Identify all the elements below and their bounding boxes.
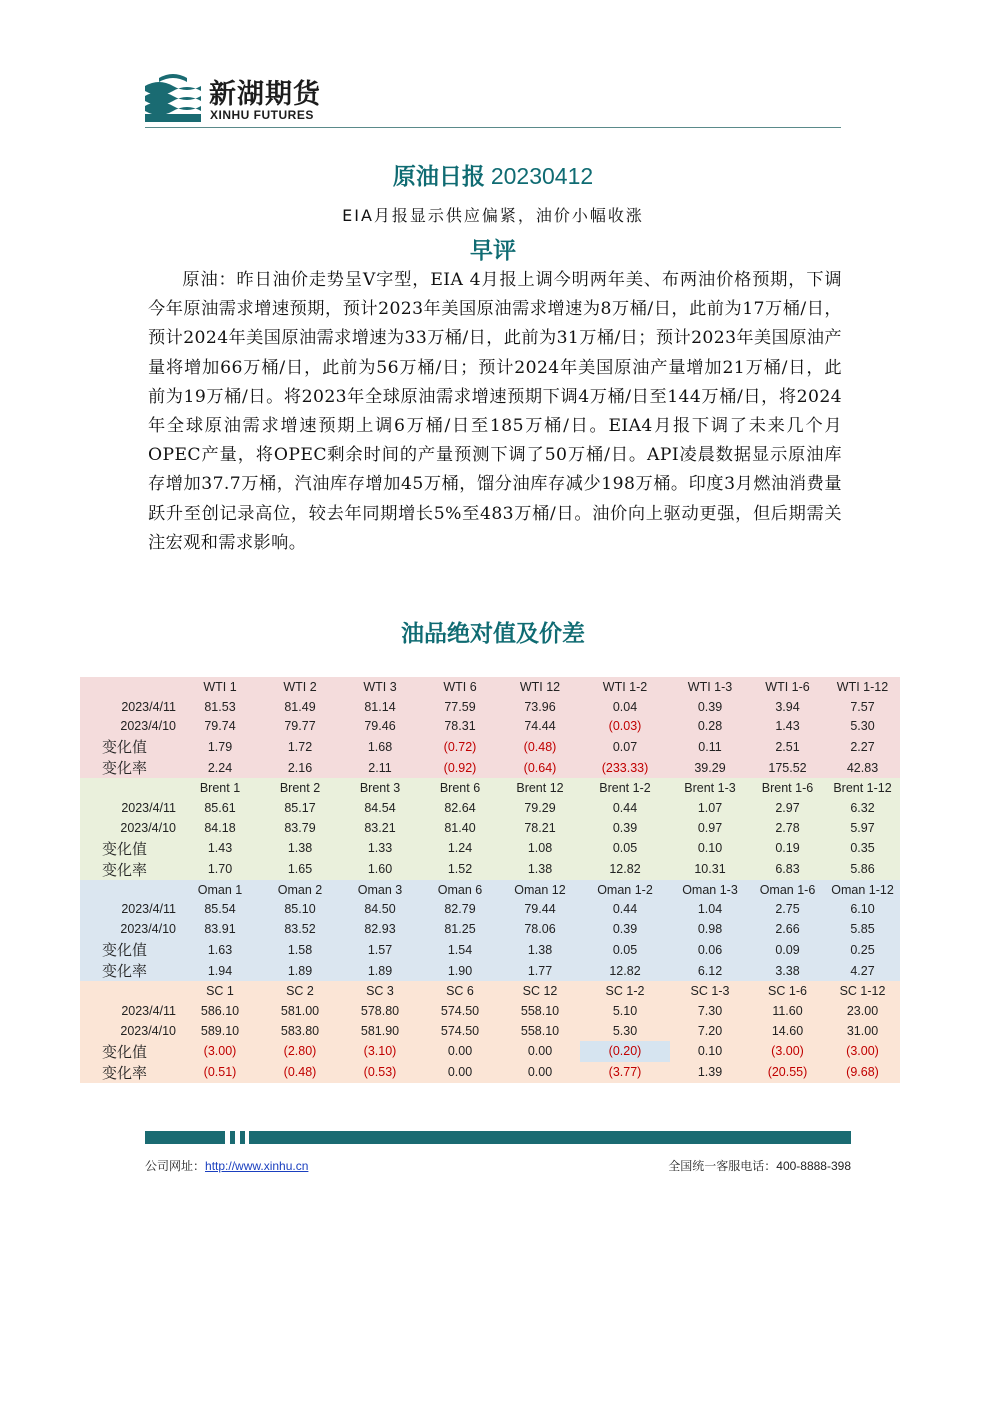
table-header-cell: Oman 1-12 xyxy=(825,880,900,900)
table-row xyxy=(80,1001,900,1021)
table-cell: (3.00) xyxy=(180,1041,260,1062)
table-header-blank xyxy=(80,677,180,697)
table-cell: 0.39 xyxy=(580,818,670,838)
table-header-cell: Oman 1 xyxy=(180,880,260,900)
table-header-cell: SC 1 xyxy=(180,981,260,1001)
table-cell: 0.00 xyxy=(500,1062,580,1083)
table-cell: 1.58 xyxy=(260,939,340,960)
table-row xyxy=(80,818,900,838)
table-cell: (0.48) xyxy=(260,1062,340,1083)
table-cell: 83.52 xyxy=(260,919,340,939)
table-cell: 1.79 xyxy=(180,736,260,757)
table-cell: 81.49 xyxy=(260,697,340,717)
table-header-cell: SC 6 xyxy=(420,981,500,1001)
table-cell: (9.68) xyxy=(825,1062,900,1083)
table-cell: 1.94 xyxy=(180,960,260,981)
table-cell: 85.61 xyxy=(180,798,260,818)
table-cell: 81.14 xyxy=(340,697,420,717)
table-cell: 0.10 xyxy=(670,1041,750,1062)
table-cell: 2.16 xyxy=(260,757,340,778)
table-header-blank xyxy=(80,880,180,900)
table-cell: 1.39 xyxy=(670,1062,750,1083)
table-cell: 1.60 xyxy=(340,859,420,880)
table-cell: 5.10 xyxy=(580,1001,670,1021)
table-cell: 0.28 xyxy=(670,717,750,737)
table-cell: 79.77 xyxy=(260,717,340,737)
report-subtitle: EIA月报显示供应偏紧，油价小幅收涨 xyxy=(342,206,644,225)
table-cell: 1.68 xyxy=(340,736,420,757)
table-row-label: 2023/4/11 xyxy=(80,798,180,818)
logo-text-cn: 新湖期货 xyxy=(209,79,321,110)
report-title-text: 原油日报 xyxy=(392,163,485,190)
table-cell: 39.29 xyxy=(670,757,750,778)
table-cell: 583.80 xyxy=(260,1021,340,1041)
table-row-label: 变化值 xyxy=(80,939,180,960)
table-header-cell: WTI 1-3 xyxy=(670,677,750,697)
table-row xyxy=(80,798,900,818)
table-cell: 81.53 xyxy=(180,697,260,717)
table-header-cell: SC 1-6 xyxy=(750,981,825,1001)
table-row-label: 变化值 xyxy=(80,736,180,757)
table-cell: 0.25 xyxy=(825,939,900,960)
table-header-cell: Brent 6 xyxy=(420,778,500,798)
table-cell: 3.38 xyxy=(750,960,825,981)
footer-phone-label: 全国统一客服电话： xyxy=(668,1159,777,1173)
table-cell: 85.17 xyxy=(260,798,340,818)
logo-text-en: XINHU FUTURES xyxy=(210,108,314,122)
table-cell: 1.38 xyxy=(260,838,340,859)
table-row xyxy=(80,697,900,717)
table-cell: 6.12 xyxy=(670,960,750,981)
table-cell: 558.10 xyxy=(500,1001,580,1021)
table-cell: 1.72 xyxy=(260,736,340,757)
table-header-cell: Oman 12 xyxy=(500,880,580,900)
table-row-label: 变化率 xyxy=(80,757,180,778)
table-cell: (0.53) xyxy=(340,1062,420,1083)
table-cell: 0.10 xyxy=(670,838,750,859)
table-cell: 82.79 xyxy=(420,900,500,920)
footer-bar-segment xyxy=(249,1131,851,1144)
table-header-cell: Oman 2 xyxy=(260,880,340,900)
table-header-blank xyxy=(80,981,180,1001)
table-cell: 589.10 xyxy=(180,1021,260,1041)
table-cell: 77.59 xyxy=(420,697,500,717)
table-header-cell: WTI 1-12 xyxy=(825,677,900,697)
table-cell: (0.03) xyxy=(580,717,670,737)
table-row xyxy=(80,960,900,981)
table-header-cell: WTI 1-2 xyxy=(580,677,670,697)
table-cell: 81.40 xyxy=(420,818,500,838)
table-header-cell: WTI 3 xyxy=(340,677,420,697)
table-row-label: 2023/4/11 xyxy=(80,697,180,717)
table-cell: 1.38 xyxy=(500,939,580,960)
section-heading-price-spreads: 油品绝对值及价差 xyxy=(401,620,585,647)
table-cell: (3.00) xyxy=(825,1041,900,1062)
table-row-label: 变化率 xyxy=(80,859,180,880)
table-row xyxy=(80,838,900,859)
table-header-cell: SC 1-3 xyxy=(670,981,750,1001)
table-cell: 1.54 xyxy=(420,939,500,960)
table-cell: 1.63 xyxy=(180,939,260,960)
table-cell: 0.39 xyxy=(670,697,750,717)
section-heading-morning-review: 早评 xyxy=(470,237,516,264)
table-cell: 2.27 xyxy=(825,736,900,757)
table-row-label: 2023/4/10 xyxy=(80,717,180,737)
table-row-label: 2023/4/10 xyxy=(80,919,180,939)
table-cell: 1.33 xyxy=(340,838,420,859)
table-cell: 83.91 xyxy=(180,919,260,939)
table-header-row xyxy=(80,677,900,697)
table-cell: 1.52 xyxy=(420,859,500,880)
table-row xyxy=(80,1021,900,1041)
table-header-row xyxy=(80,880,900,900)
table-header-cell: SC 2 xyxy=(260,981,340,1001)
table-header-blank xyxy=(80,778,180,798)
table-row xyxy=(80,757,900,778)
table-cell: 10.31 xyxy=(670,859,750,880)
table-cell: 5.85 xyxy=(825,919,900,939)
table-cell: 11.60 xyxy=(750,1001,825,1021)
table-cell: 1.57 xyxy=(340,939,420,960)
table-header-cell: Brent 12 xyxy=(500,778,580,798)
table-cell: (3.10) xyxy=(340,1041,420,1062)
table-cell: 6.83 xyxy=(750,859,825,880)
table-cell: 2.97 xyxy=(750,798,825,818)
table-cell: (3.00) xyxy=(750,1041,825,1062)
table-cell: 0.06 xyxy=(670,939,750,960)
table-row-label: 变化率 xyxy=(80,1062,180,1083)
table-cell: 1.43 xyxy=(750,717,825,737)
table-row-label: 2023/4/10 xyxy=(80,1021,180,1041)
table-cell: 0.00 xyxy=(420,1041,500,1062)
table-cell: 6.10 xyxy=(825,900,900,920)
table-cell: 79.46 xyxy=(340,717,420,737)
table-row xyxy=(80,1041,900,1062)
table-cell: 1.90 xyxy=(420,960,500,981)
footer-bar-segment xyxy=(230,1131,235,1144)
table-cell: 12.82 xyxy=(580,859,670,880)
table-header-cell: Brent 3 xyxy=(340,778,420,798)
table-cell: 2.51 xyxy=(750,736,825,757)
price-spread-table xyxy=(80,677,900,1083)
table-cell: (0.20) xyxy=(580,1041,670,1062)
table-cell: 2.24 xyxy=(180,757,260,778)
table-cell: 84.54 xyxy=(340,798,420,818)
table-cell: 1.07 xyxy=(670,798,750,818)
table-cell: 6.32 xyxy=(825,798,900,818)
table-cell: 82.93 xyxy=(340,919,420,939)
table-cell: 574.50 xyxy=(420,1001,500,1021)
xinhu-logo-icon xyxy=(145,70,201,126)
table-cell: (0.64) xyxy=(500,757,580,778)
table-header-cell: Oman 1-6 xyxy=(750,880,825,900)
table-cell: 0.39 xyxy=(580,919,670,939)
table-cell: (2.80) xyxy=(260,1041,340,1062)
table-header-row xyxy=(80,981,900,1001)
table-cell: 1.89 xyxy=(340,960,420,981)
table-cell: 0.44 xyxy=(580,900,670,920)
table-row xyxy=(80,919,900,939)
table-cell: (3.77) xyxy=(580,1062,670,1083)
table-cell: 7.20 xyxy=(670,1021,750,1041)
table-cell: 5.30 xyxy=(580,1021,670,1041)
table-header-cell: Brent 1-3 xyxy=(670,778,750,798)
footer-website-label: 公司网址： xyxy=(145,1159,206,1173)
table-cell: 7.30 xyxy=(670,1001,750,1021)
table-cell: 574.50 xyxy=(420,1021,500,1041)
footer-bar-segment xyxy=(240,1131,245,1144)
report-date: 20230412 xyxy=(490,163,594,189)
table-cell: (0.92) xyxy=(420,757,500,778)
table-row-label: 2023/4/11 xyxy=(80,900,180,920)
table-header-cell: Brent 1-6 xyxy=(750,778,825,798)
table-cell: 1.24 xyxy=(420,838,500,859)
table-row xyxy=(80,736,900,757)
table-cell: 84.50 xyxy=(340,900,420,920)
table-header-cell: WTI 1 xyxy=(180,677,260,697)
table-cell: 0.35 xyxy=(825,838,900,859)
table-cell: (20.55) xyxy=(750,1062,825,1083)
footer-bar-segment xyxy=(145,1131,225,1144)
table-cell: 0.19 xyxy=(750,838,825,859)
table-cell: 558.10 xyxy=(500,1021,580,1041)
table-cell: 0.00 xyxy=(420,1062,500,1083)
table-cell: 2.11 xyxy=(340,757,420,778)
table-row xyxy=(80,717,900,737)
table-cell: 0.09 xyxy=(750,939,825,960)
table-cell: 1.89 xyxy=(260,960,340,981)
report-title xyxy=(145,158,841,191)
table-header-cell: Brent 1-12 xyxy=(825,778,900,798)
table-header-cell: SC 3 xyxy=(340,981,420,1001)
table-header-cell: SC 1-12 xyxy=(825,981,900,1001)
footer-phone xyxy=(668,1157,851,1174)
table-cell: 83.79 xyxy=(260,818,340,838)
table-cell: 2.78 xyxy=(750,818,825,838)
footer-website xyxy=(145,1157,308,1174)
table-cell: 84.18 xyxy=(180,818,260,838)
table-header-cell: Oman 1-3 xyxy=(670,880,750,900)
table-row-label: 变化率 xyxy=(80,960,180,981)
table-cell: 78.21 xyxy=(500,818,580,838)
header-divider xyxy=(145,127,841,128)
table-row xyxy=(80,859,900,880)
table-cell: 79.74 xyxy=(180,717,260,737)
table-cell: 0.05 xyxy=(580,939,670,960)
table-cell: 73.96 xyxy=(500,697,580,717)
table-cell: 586.10 xyxy=(180,1001,260,1021)
table-header-cell: WTI 6 xyxy=(420,677,500,697)
table-cell: 74.44 xyxy=(500,717,580,737)
table-row-label: 变化值 xyxy=(80,1041,180,1062)
table-header-cell: Brent 2 xyxy=(260,778,340,798)
table-cell: 4.27 xyxy=(825,960,900,981)
table-row-label: 变化值 xyxy=(80,838,180,859)
table-cell: 1.65 xyxy=(260,859,340,880)
table-cell: 1.04 xyxy=(670,900,750,920)
table-cell: 0.44 xyxy=(580,798,670,818)
table-cell: (233.33) xyxy=(580,757,670,778)
table-cell: 1.77 xyxy=(500,960,580,981)
table-cell: 0.11 xyxy=(670,736,750,757)
table-cell: 1.43 xyxy=(180,838,260,859)
table-cell: 5.97 xyxy=(825,818,900,838)
table-cell: 12.82 xyxy=(580,960,670,981)
table-header-cell: Oman 6 xyxy=(420,880,500,900)
table-cell: 23.00 xyxy=(825,1001,900,1021)
table-cell: 581.90 xyxy=(340,1021,420,1041)
table-header-cell: Oman 3 xyxy=(340,880,420,900)
table-cell: 0.07 xyxy=(580,736,670,757)
table-cell: 2.66 xyxy=(750,919,825,939)
table-cell: 1.08 xyxy=(500,838,580,859)
table-cell: 31.00 xyxy=(825,1021,900,1041)
table-cell: 79.44 xyxy=(500,900,580,920)
table-row-label: 2023/4/11 xyxy=(80,1001,180,1021)
table-cell: 7.57 xyxy=(825,697,900,717)
table-header-row xyxy=(80,778,900,798)
footer-phone-number: 400-8888-398 xyxy=(776,1159,851,1173)
table-header-cell: WTI 1-6 xyxy=(750,677,825,697)
table-cell: 0.04 xyxy=(580,697,670,717)
table-cell: 79.29 xyxy=(500,798,580,818)
table-cell: 2.75 xyxy=(750,900,825,920)
table-cell: 0.97 xyxy=(670,818,750,838)
table-row-label: 2023/4/10 xyxy=(80,818,180,838)
table-cell: 82.64 xyxy=(420,798,500,818)
table-header-cell: SC 12 xyxy=(500,981,580,1001)
table-header-cell: SC 1-2 xyxy=(580,981,670,1001)
table-cell: 0.98 xyxy=(670,919,750,939)
table-cell: (0.51) xyxy=(180,1062,260,1083)
table-cell: 85.54 xyxy=(180,900,260,920)
table-cell: 5.30 xyxy=(825,717,900,737)
table-header-cell: Brent 1 xyxy=(180,778,260,798)
table-cell: 1.38 xyxy=(500,859,580,880)
table-header-cell: Brent 1-2 xyxy=(580,778,670,798)
table-cell: 3.94 xyxy=(750,697,825,717)
table-cell: 14.60 xyxy=(750,1021,825,1041)
table-cell: (0.72) xyxy=(420,736,500,757)
table-row xyxy=(80,1062,900,1083)
table-cell: 78.31 xyxy=(420,717,500,737)
table-header-cell: WTI 12 xyxy=(500,677,580,697)
table-cell: 1.70 xyxy=(180,859,260,880)
table-cell: 78.06 xyxy=(500,919,580,939)
table-cell: 175.52 xyxy=(750,757,825,778)
table-header-cell: Oman 1-2 xyxy=(580,880,670,900)
table-cell: 5.86 xyxy=(825,859,900,880)
table-cell: (0.48) xyxy=(500,736,580,757)
table-cell: 0.05 xyxy=(580,838,670,859)
company-logo xyxy=(145,70,345,126)
table-header-cell: WTI 2 xyxy=(260,677,340,697)
table-cell: 581.00 xyxy=(260,1001,340,1021)
table-row xyxy=(80,939,900,960)
footer-website-link[interactable]: http://www.xinhu.cn xyxy=(205,1159,309,1173)
table-cell: 81.25 xyxy=(420,919,500,939)
table-cell: 42.83 xyxy=(825,757,900,778)
table-cell: 578.80 xyxy=(340,1001,420,1021)
table-row xyxy=(80,900,900,920)
morning-review-paragraph: 原油：昨日油价走势呈V字型，EIA 4月报上调今明两年美、布两油价格预期，下调今年原油需求增速预期，预计2023年美国原油需求增速为8万桶/日，此前为17万桶/日，预计2024年美国原油需求增速为33万桶/日，此前为31万桶/日；预计2023年美国原油产量将增加66万桶/日，此前为56万桶/日；预计2024年美国原油产量增加21万桶/日，此前为19万桶/日。将2023年全球原油需求增速预期下调4万桶/日至144万桶/日，将2024年全球原油需求增速预期上调6万桶/日至185万桶/日。EIA4月报下调了未来几个月OPEC产量，将OPEC剩余时间的产量预测下调了50万桶/日。API凌晨数据显示原油库存增加37.7万桶，汽油库存增加45万桶，馏分油库存减少198万桶。印度3月燃油消费量跃升至创记录高位，较去年同期增长5%至483万桶/日。油价向上驱动更强，但后期需关注宏观和需求影响。 xyxy=(148,270,842,553)
table-cell: 85.10 xyxy=(260,900,340,920)
table-cell: 83.21 xyxy=(340,818,420,838)
table-cell: 0.00 xyxy=(500,1041,580,1062)
